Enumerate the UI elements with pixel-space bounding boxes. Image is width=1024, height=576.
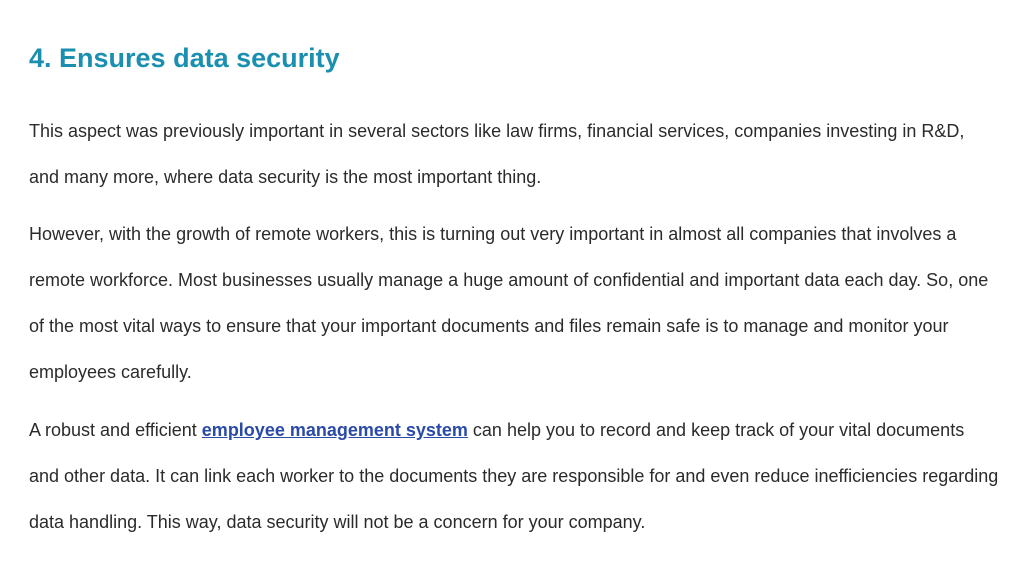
paragraph-data-security-intro: This aspect was previously important in several sectors like law firms, financial services, companies investing in R&D, and many more, where data security is the most important thing.: [29, 121, 965, 187]
paragraph-text-after-link: can help you to record and keep track of your vital documents and other data. It can link each worker to the documents they are responsible for and even reduce inefficiencies regarding data handling. This way, data security will not be a concern for your company.: [29, 420, 999, 532]
employee-management-system-link[interactable]: employee management system: [201, 420, 468, 440]
section-heading: 4. Ensures data security: [29, 43, 340, 73]
paragraph-text-before-link: A robust and efficient: [29, 420, 202, 440]
paragraph-employee-management: [29, 407, 999, 545]
paragraph-remote-workers: However, with the growth of remote workers, this is turning out very important in almost all companies that involves a remote workforce. Most businesses usually manage a huge amount of confidential and important data each day. So, one of the most vital ways to ensure that your important documents and files remain safe is to manage and monitor your employees carefully.: [29, 224, 989, 382]
